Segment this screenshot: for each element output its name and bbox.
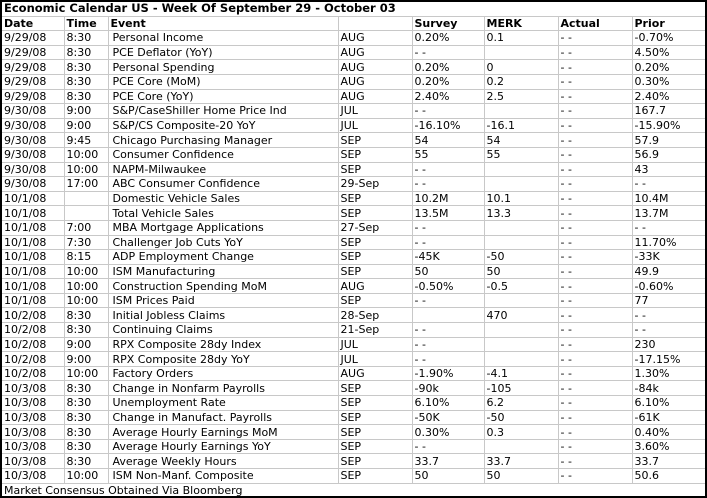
survey-cell: -0.50%: [412, 279, 484, 294]
period-cell: JUL: [338, 104, 412, 119]
prior-cell: 11.70%: [632, 235, 705, 250]
merk-cell: 0.1: [484, 31, 558, 46]
date-cell: 10/3/08: [2, 396, 64, 411]
merk-cell: 54: [484, 133, 558, 148]
time-cell: 8:30: [64, 454, 108, 469]
actual-cell: - -: [558, 31, 632, 46]
actual-cell: - -: [558, 235, 632, 250]
time-cell: 8:30: [64, 45, 108, 60]
time-cell: 8:30: [64, 439, 108, 454]
merk-cell: -4.1: [484, 366, 558, 381]
actual-cell: - -: [558, 410, 632, 425]
table-row: [2, 337, 705, 352]
date-cell: 10/2/08: [2, 352, 64, 367]
prior-cell: 6.10%: [632, 396, 705, 411]
period-cell: SEP: [338, 147, 412, 162]
period-cell: SEP: [338, 454, 412, 469]
merk-cell: [484, 235, 558, 250]
time-cell: 10:00: [64, 147, 108, 162]
table-row: [2, 89, 705, 104]
survey-cell: 10.2M: [412, 191, 484, 206]
prior-cell: 0.20%: [632, 60, 705, 75]
time-cell: 8:30: [64, 308, 108, 323]
event-cell: NAPM-Milwaukee: [108, 162, 338, 177]
survey-cell: - -: [412, 235, 484, 250]
period-cell: AUG: [338, 45, 412, 60]
prior-cell: 57.9: [632, 133, 705, 148]
event-cell: S&P/CaseShiller Home Price Ind: [108, 104, 338, 119]
survey-cell: -1.90%: [412, 366, 484, 381]
survey-cell: - -: [412, 104, 484, 119]
time-cell: 8:30: [64, 89, 108, 104]
event-cell: ABC Consumer Confidence: [108, 177, 338, 192]
prior-cell: -61K: [632, 410, 705, 425]
time-cell: 9:00: [64, 352, 108, 367]
event-cell: ADP Employment Change: [108, 250, 338, 265]
time-cell: 9:45: [64, 133, 108, 148]
period-cell: SEP: [338, 425, 412, 440]
merk-cell: 10.1: [484, 191, 558, 206]
event-cell: Change in Nonfarm Payrolls: [108, 381, 338, 396]
survey-cell: 54: [412, 133, 484, 148]
merk-cell: 0: [484, 60, 558, 75]
actual-cell: - -: [558, 323, 632, 338]
prior-cell: 13.7M: [632, 206, 705, 221]
event-cell: PCE Core (MoM): [108, 74, 338, 89]
survey-cell: -16.10%: [412, 118, 484, 133]
event-cell: MBA Mortgage Applications: [108, 220, 338, 235]
prior-cell: -0.60%: [632, 279, 705, 294]
actual-cell: - -: [558, 45, 632, 60]
period-cell: SEP: [338, 162, 412, 177]
time-cell: 8:15: [64, 250, 108, 265]
survey-cell: - -: [412, 220, 484, 235]
time-cell: 10:00: [64, 264, 108, 279]
column-header-event: Event: [108, 16, 338, 31]
time-cell: 8:30: [64, 425, 108, 440]
survey-cell: 2.40%: [412, 89, 484, 104]
time-cell: 10:00: [64, 162, 108, 177]
period-cell: AUG: [338, 31, 412, 46]
date-cell: 10/1/08: [2, 220, 64, 235]
merk-cell: [484, 220, 558, 235]
table-row: [2, 308, 705, 323]
prior-cell: 2.40%: [632, 89, 705, 104]
survey-cell: - -: [412, 177, 484, 192]
table-row: [2, 162, 705, 177]
survey-cell: 55: [412, 147, 484, 162]
survey-cell: -45K: [412, 250, 484, 265]
period-cell: 21-Sep: [338, 323, 412, 338]
table-row: [2, 396, 705, 411]
header-row: [2, 16, 705, 31]
actual-cell: - -: [558, 118, 632, 133]
actual-cell: - -: [558, 206, 632, 221]
date-cell: 10/3/08: [2, 410, 64, 425]
table-row: [2, 381, 705, 396]
table-row: [2, 352, 705, 367]
time-cell: 17:00: [64, 177, 108, 192]
prior-cell: -15.90%: [632, 118, 705, 133]
table-row: [2, 206, 705, 221]
table-row: [2, 439, 705, 454]
survey-cell: 13.5M: [412, 206, 484, 221]
prior-cell: 0.40%: [632, 425, 705, 440]
survey-cell: 33.7: [412, 454, 484, 469]
merk-cell: 0.2: [484, 74, 558, 89]
merk-cell: [484, 177, 558, 192]
merk-cell: 55: [484, 147, 558, 162]
event-cell: Continuing Claims: [108, 323, 338, 338]
time-cell: 8:30: [64, 410, 108, 425]
table-row: [2, 366, 705, 381]
date-cell: 9/30/08: [2, 177, 64, 192]
period-cell: AUG: [338, 60, 412, 75]
date-cell: 9/30/08: [2, 162, 64, 177]
survey-cell: - -: [412, 323, 484, 338]
table-row: [2, 31, 705, 46]
time-cell: 9:00: [64, 118, 108, 133]
period-cell: 27-Sep: [338, 220, 412, 235]
event-cell: Average Hourly Earnings YoY: [108, 439, 338, 454]
table-row: [2, 235, 705, 250]
actual-cell: - -: [558, 104, 632, 119]
footer-note: Market Consensus Obtained Via Bloomberg: [4, 483, 243, 497]
actual-cell: - -: [558, 308, 632, 323]
merk-cell: 470: [484, 308, 558, 323]
date-cell: 10/1/08: [2, 264, 64, 279]
period-cell: JUL: [338, 118, 412, 133]
actual-cell: - -: [558, 366, 632, 381]
survey-cell: 0.30%: [412, 425, 484, 440]
table-row: [2, 293, 705, 308]
survey-cell: - -: [412, 162, 484, 177]
economic-calendar-table: [2, 2, 705, 497]
merk-cell: -50: [484, 410, 558, 425]
date-cell: 10/2/08: [2, 323, 64, 338]
actual-cell: - -: [558, 337, 632, 352]
merk-cell: -105: [484, 381, 558, 396]
survey-cell: 0.20%: [412, 31, 484, 46]
prior-cell: 49.9: [632, 264, 705, 279]
date-cell: 9/30/08: [2, 118, 64, 133]
period-cell: SEP: [338, 206, 412, 221]
table-row: [2, 191, 705, 206]
time-cell: 8:30: [64, 60, 108, 75]
merk-cell: [484, 439, 558, 454]
survey-cell: - -: [412, 293, 484, 308]
prior-cell: 1.30%: [632, 366, 705, 381]
actual-cell: - -: [558, 264, 632, 279]
actual-cell: - -: [558, 220, 632, 235]
date-cell: 9/30/08: [2, 104, 64, 119]
date-cell: 9/30/08: [2, 147, 64, 162]
actual-cell: - -: [558, 352, 632, 367]
event-cell: Average Weekly Hours: [108, 454, 338, 469]
period-cell: SEP: [338, 469, 412, 484]
table-row: [2, 323, 705, 338]
prior-cell: 33.7: [632, 454, 705, 469]
prior-cell: - -: [632, 220, 705, 235]
time-cell: 7:00: [64, 220, 108, 235]
title-row: [2, 2, 705, 16]
date-cell: 10/3/08: [2, 454, 64, 469]
prior-cell: 43: [632, 162, 705, 177]
merk-cell: -0.5: [484, 279, 558, 294]
actual-cell: - -: [558, 162, 632, 177]
column-header-actual: Actual: [558, 16, 632, 31]
period-cell: SEP: [338, 264, 412, 279]
actual-cell: - -: [558, 74, 632, 89]
prior-cell: 56.9: [632, 147, 705, 162]
period-cell: AUG: [338, 366, 412, 381]
prior-cell: - -: [632, 323, 705, 338]
column-header-date: Date: [2, 16, 64, 31]
merk-cell: [484, 104, 558, 119]
event-cell: Personal Spending: [108, 60, 338, 75]
event-cell: Personal Income: [108, 31, 338, 46]
column-header-period: [338, 16, 412, 31]
date-cell: 9/29/08: [2, 31, 64, 46]
merk-cell: [484, 45, 558, 60]
prior-cell: - -: [632, 308, 705, 323]
date-cell: 9/29/08: [2, 60, 64, 75]
time-cell: [64, 191, 108, 206]
column-header-time: Time: [64, 16, 108, 31]
actual-cell: - -: [558, 439, 632, 454]
merk-cell: 6.2: [484, 396, 558, 411]
event-cell: Average Hourly Earnings MoM: [108, 425, 338, 440]
date-cell: 10/1/08: [2, 206, 64, 221]
prior-cell: -84k: [632, 381, 705, 396]
date-cell: 10/1/08: [2, 279, 64, 294]
period-cell: SEP: [338, 410, 412, 425]
table-row: [2, 454, 705, 469]
prior-cell: 3.60%: [632, 439, 705, 454]
period-cell: AUG: [338, 89, 412, 104]
survey-cell: 50: [412, 469, 484, 484]
time-cell: 8:30: [64, 74, 108, 89]
merk-cell: -16.1: [484, 118, 558, 133]
period-cell: JUL: [338, 337, 412, 352]
event-cell: Chicago Purchasing Manager: [108, 133, 338, 148]
merk-cell: 50: [484, 469, 558, 484]
date-cell: 9/29/08: [2, 45, 64, 60]
table-row: [2, 74, 705, 89]
date-cell: 10/3/08: [2, 381, 64, 396]
time-cell: 10:00: [64, 279, 108, 294]
actual-cell: - -: [558, 250, 632, 265]
time-cell: 8:30: [64, 323, 108, 338]
date-cell: 10/2/08: [2, 366, 64, 381]
page-title: Economic Calendar US - Week Of September 29 - October 03: [2, 2, 705, 16]
actual-cell: - -: [558, 425, 632, 440]
survey-cell: - -: [412, 45, 484, 60]
event-cell: Unemployment Rate: [108, 396, 338, 411]
actual-cell: - -: [558, 381, 632, 396]
date-cell: 10/3/08: [2, 425, 64, 440]
merk-cell: [484, 323, 558, 338]
survey-cell: 6.10%: [412, 396, 484, 411]
period-cell: SEP: [338, 293, 412, 308]
survey-cell: - -: [412, 337, 484, 352]
time-cell: 8:30: [64, 31, 108, 46]
date-cell: 10/2/08: [2, 337, 64, 352]
date-cell: 10/2/08: [2, 308, 64, 323]
table-row: [2, 279, 705, 294]
time-cell: 9:00: [64, 337, 108, 352]
period-cell: SEP: [338, 396, 412, 411]
period-cell: AUG: [338, 74, 412, 89]
time-cell: 8:30: [64, 396, 108, 411]
date-cell: 10/1/08: [2, 235, 64, 250]
actual-cell: - -: [558, 396, 632, 411]
date-cell: 10/1/08: [2, 250, 64, 265]
table-row: [2, 133, 705, 148]
table-row: [2, 220, 705, 235]
actual-cell: - -: [558, 469, 632, 484]
date-cell: 9/29/08: [2, 74, 64, 89]
event-cell: Domestic Vehicle Sales: [108, 191, 338, 206]
event-cell: RPX Composite 28dy Index: [108, 337, 338, 352]
prior-cell: 167.7: [632, 104, 705, 119]
table-row: [2, 104, 705, 119]
time-cell: 8:30: [64, 381, 108, 396]
date-cell: 9/30/08: [2, 133, 64, 148]
time-cell: 10:00: [64, 469, 108, 484]
prior-cell: -33K: [632, 250, 705, 265]
merk-cell: 2.5: [484, 89, 558, 104]
table-row: [2, 410, 705, 425]
event-cell: Initial Jobless Claims: [108, 308, 338, 323]
table-row: [2, 250, 705, 265]
time-cell: 10:00: [64, 366, 108, 381]
event-cell: Change in Manufact. Payrolls: [108, 410, 338, 425]
merk-cell: 50: [484, 264, 558, 279]
prior-cell: -0.70%: [632, 31, 705, 46]
table-row: [2, 425, 705, 440]
table-row: [2, 118, 705, 133]
event-cell: Total Vehicle Sales: [108, 206, 338, 221]
event-cell: Construction Spending MoM: [108, 279, 338, 294]
date-cell: 10/1/08: [2, 293, 64, 308]
survey-cell: -90k: [412, 381, 484, 396]
survey-cell: 0.20%: [412, 74, 484, 89]
survey-cell: - -: [412, 439, 484, 454]
merk-cell: 13.3: [484, 206, 558, 221]
period-cell: SEP: [338, 235, 412, 250]
period-cell: 28-Sep: [338, 308, 412, 323]
actual-cell: - -: [558, 191, 632, 206]
table-row: [2, 177, 705, 192]
merk-cell: -50: [484, 250, 558, 265]
table-row: [2, 469, 705, 484]
merk-cell: [484, 352, 558, 367]
merk-cell: 0.3: [484, 425, 558, 440]
date-cell: 9/29/08: [2, 89, 64, 104]
table-row: [2, 264, 705, 279]
actual-cell: - -: [558, 89, 632, 104]
time-cell: 7:30: [64, 235, 108, 250]
prior-cell: 230: [632, 337, 705, 352]
prior-cell: 10.4M: [632, 191, 705, 206]
prior-cell: -17.15%: [632, 352, 705, 367]
actual-cell: - -: [558, 133, 632, 148]
actual-cell: - -: [558, 454, 632, 469]
merk-cell: [484, 162, 558, 177]
event-cell: Factory Orders: [108, 366, 338, 381]
date-cell: 10/3/08: [2, 439, 64, 454]
prior-cell: 50.6: [632, 469, 705, 484]
event-cell: PCE Core (YoY): [108, 89, 338, 104]
footer-row: [2, 483, 705, 497]
column-header-survey: Survey: [412, 16, 484, 31]
survey-cell: -50K: [412, 410, 484, 425]
period-cell: SEP: [338, 439, 412, 454]
prior-cell: 77: [632, 293, 705, 308]
time-cell: [64, 206, 108, 221]
period-cell: SEP: [338, 133, 412, 148]
event-cell: RPX Composite 28dy YoY: [108, 352, 338, 367]
table-row: [2, 60, 705, 75]
event-cell: S&P/CS Composite-20 YoY: [108, 118, 338, 133]
prior-cell: 0.30%: [632, 74, 705, 89]
event-cell: PCE Deflator (YoY): [108, 45, 338, 60]
survey-cell: 50: [412, 264, 484, 279]
actual-cell: - -: [558, 147, 632, 162]
time-cell: 10:00: [64, 293, 108, 308]
actual-cell: - -: [558, 177, 632, 192]
event-cell: Challenger Job Cuts YoY: [108, 235, 338, 250]
period-cell: 29-Sep: [338, 177, 412, 192]
event-cell: ISM Prices Paid: [108, 293, 338, 308]
merk-cell: [484, 337, 558, 352]
table-row: [2, 147, 705, 162]
period-cell: AUG: [338, 279, 412, 294]
merk-cell: 33.7: [484, 454, 558, 469]
survey-cell: - -: [412, 352, 484, 367]
prior-cell: 4.50%: [632, 45, 705, 60]
period-cell: JUL: [338, 352, 412, 367]
date-cell: 10/3/08: [2, 469, 64, 484]
period-cell: SEP: [338, 381, 412, 396]
actual-cell: - -: [558, 279, 632, 294]
column-header-prior: Prior: [632, 16, 705, 31]
prior-cell: - -: [632, 177, 705, 192]
event-cell: Consumer Confidence: [108, 147, 338, 162]
survey-cell: [412, 308, 484, 323]
actual-cell: - -: [558, 60, 632, 75]
column-header-merk: MERK: [484, 16, 558, 31]
survey-cell: 0.20%: [412, 60, 484, 75]
merk-cell: [484, 293, 558, 308]
event-cell: ISM Non-Manf. Composite: [108, 469, 338, 484]
event-cell: ISM Manufacturing: [108, 264, 338, 279]
period-cell: SEP: [338, 250, 412, 265]
time-cell: 9:00: [64, 104, 108, 119]
actual-cell: - -: [558, 293, 632, 308]
period-cell: SEP: [338, 191, 412, 206]
table-row: [2, 45, 705, 60]
date-cell: 10/1/08: [2, 191, 64, 206]
